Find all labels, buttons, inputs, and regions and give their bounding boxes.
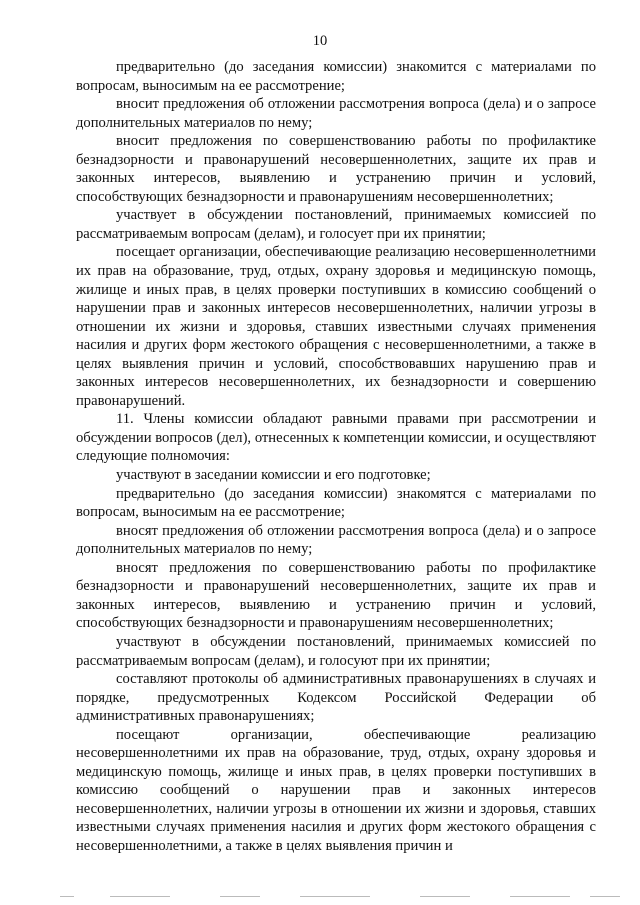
- paragraph-13: посещают организации, обеспечивающие реализацию несовершеннолетними их прав на образование, труд, отдых, охрану здоровья и медицинскую помощь, жилище и иных прав, в целях проверки поступивших в комиссию сообщений о нарушении прав и законных интересов несовершеннолетних, наличии угрозы в отношении их жизни и здоровья, ставших известными случаях применения насилия и других форм жестокого обращения с несовершеннолетними, а также в целях выявления причин и: [76, 726, 596, 854]
- paragraph-11: участвуют в обсуждении постановлений, принимаемых комиссией по рассматриваемым вопросам (делам), и голосуют при их принятии;: [76, 633, 596, 669]
- paragraph-5: посещает организации, обеспечивающие реализацию несовершеннолетними их прав на образование, труд, отдых, охрану здоровья и медицинскую помощь, жилище и иных прав, в целях проверки поступивших в комиссию сообщений о нарушении прав и законных интересов несовершеннолетних, наличии угрозы в отношении их жизни и здоровья, ставших известными случаях применения насилия и других форм жестокого обращения с несовершеннолетними, а также в целях выявления причин и условий, способствовавших нарушению прав и законных интересов несовершеннолетних, их безнадзорности и совершению правонарушений.: [76, 244, 596, 409]
- document-body: [76, 58, 596, 856]
- paragraph-6: 11. Члены комиссии обладают равными правами при рассмотрении и обсуждении вопросов (дел), отнесенных к компетенции комиссии, и осуществляют следующие полномочия:: [76, 411, 596, 465]
- paragraph-1: предварительно (до заседания комиссии) знакомится с материалами по вопросам, выносимым на ее рассмотрение;: [76, 59, 596, 94]
- paragraph-7: участвуют в заседании комиссии и его подготовке;: [116, 467, 431, 484]
- paragraph-3: вносит предложения по совершенствованию работы по профилактике безнадзорности и правонарушений несовершеннолетних, защите их прав и законных интересов, выявлению и устранению причин и условий, способствующих безнадзорности и правонарушениям несовершеннолетних;: [76, 133, 596, 205]
- paragraph-10: вносят предложения по совершенствованию работы по профилактике безнадзорности и правонарушений несовершеннолетних, защите их прав и законных интересов, выявлению и устранению причин и условий, способствующих безнадзорности и правонарушениям несовершеннолетних;: [76, 559, 596, 632]
- paragraph-8: предварительно (до заседания комиссии) знакомятся с материалами по вопросам, выносимым на ее рассмотрение;: [76, 485, 596, 521]
- paragraph-2: вносит предложения об отложении рассмотрения вопроса (дела) и о запросе дополнительных материалов по нему;: [76, 96, 596, 131]
- paragraph-9: вносят предложения об отложении рассмотрения вопроса (дела) и о запросе дополнительных материалов по нему;: [76, 522, 596, 558]
- paragraph-12: составляют протоколы об административных правонарушениях в случаях и порядке, предусмотренных Кодексом Российской Федерации об административных правонарушениях;: [76, 671, 596, 725]
- scan-footer-marks: [60, 896, 600, 900]
- paragraph-4: участвует в обсуждении постановлений, принимаемых комиссией по рассматриваемым вопросам (делам), и голосует при их принятии;: [76, 207, 596, 242]
- page-number: 10: [312, 33, 328, 49]
